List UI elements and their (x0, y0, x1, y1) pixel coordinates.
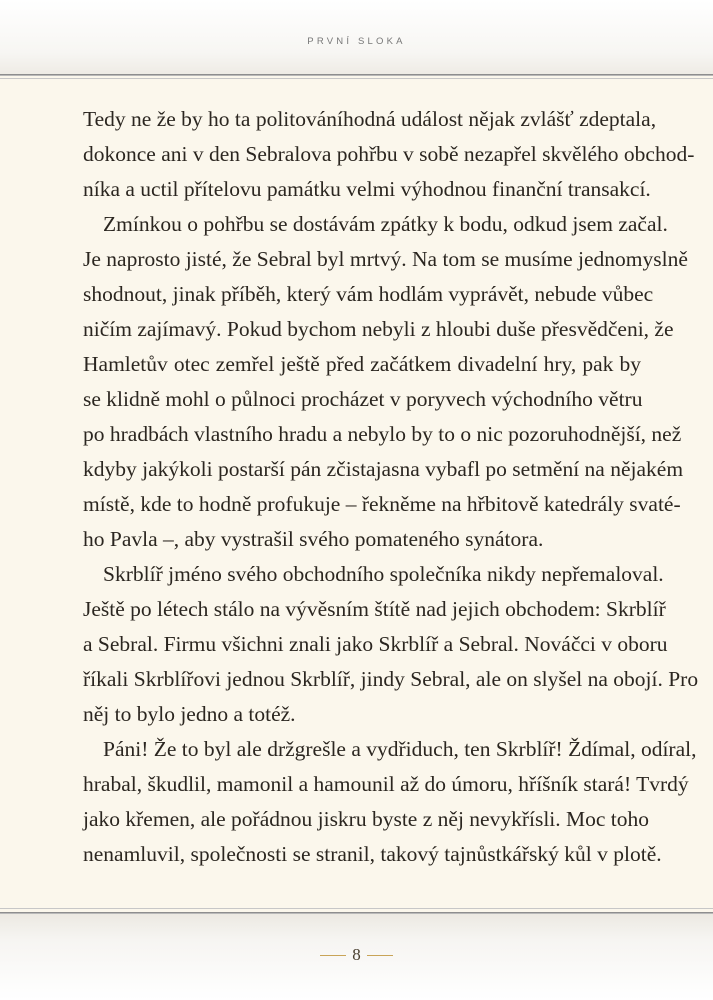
footer-rule-inner (0, 908, 713, 909)
text-line: říkali Skrblířovi jednou Skrblíř, jindy Sebral, ale on slyšel na obojí. Pro (83, 667, 699, 691)
page-header (0, 0, 713, 75)
text-line: Skrblíř jméno svého obchodního společníka nikdy nepřemaloval. (103, 562, 664, 586)
folio-ornament-left (320, 955, 346, 956)
text-line: se klidně mohl o půlnoci procházet v poryvech východního větru (83, 387, 643, 411)
text-line: Zmínkou o pohřbu se dostávám zpátky k bodu, odkud jsem začal. (103, 212, 668, 236)
running-title: PRVNÍ SLOKA (307, 36, 406, 47)
text-line: nenamluvil, společnosti se stranil, takový tajnůstkářský kůl v plotě. (83, 842, 662, 866)
text-line: Ještě po létech stálo na vývěsním štítě nad jejich obchodem: Skrblíř (83, 597, 666, 621)
text-line: místě, kde to hodně profukuje – řekněme na hřbitově katedrály svaté- (83, 492, 681, 516)
text-line: ničím zajímavý. Pokud bychom nebyli z hloubi duše přesvědčeni, že (83, 317, 674, 341)
text-line: shodnout, jinak příběh, který vám hodlám vyprávět, nebude vůbec (83, 282, 654, 306)
text-line: něj to bylo jedno a totéž. (83, 702, 296, 726)
body-text (83, 102, 699, 872)
text-line: dokonce ani v den Sebralova pohřbu v sobě nezapřel skvělého obchod- (83, 142, 695, 166)
page-number: 8 (352, 945, 361, 964)
text-line: Tedy ne že by ho ta politováníhodná událost nějak zvlášť zdeptala, (83, 107, 657, 131)
text-line: kdyby jakýkoli postarší pán zčistajasna vybafl po setmění na nějakém (83, 457, 684, 481)
text-line: níka a uctil přítelovu památku velmi výhodnou finanční transakcí. (83, 177, 651, 201)
text-line: Je naprosto jisté, že Sebral byl mrtvý. Na tom se musíme jednomyslně (83, 247, 688, 271)
text-line: Hamletův otec zemřel ještě před začátkem divadelní hry, pak by (83, 352, 641, 376)
folio (0, 945, 713, 965)
text-line: a Sebral. Firmu všichni znali jako Skrblíř a Sebral. Nováčci v oboru (83, 632, 668, 656)
text-line: po hradbách vlastního hradu a nebylo by to o nic pozoruhodnější, než (83, 422, 682, 446)
text-line: jako křemen, ale pořádnou jiskru byste z něj nevykřísli. Moc toho (83, 807, 650, 831)
header-rule (0, 74, 713, 76)
folio-ornament-right (367, 955, 393, 956)
text-line: hrabal, škudlil, mamonil a hamounil až do úmoru, hříšník stará! Tvrdý (83, 772, 689, 796)
header-rule-inner (0, 78, 713, 79)
text-line: ho Pavla –, aby vystrašil svého pomateného synátora. (83, 527, 544, 551)
text-line: Páni! Že to byl ale držgrešle a vydřiduch, ten Skrblíř! Ždímal, odíral, (103, 737, 697, 761)
